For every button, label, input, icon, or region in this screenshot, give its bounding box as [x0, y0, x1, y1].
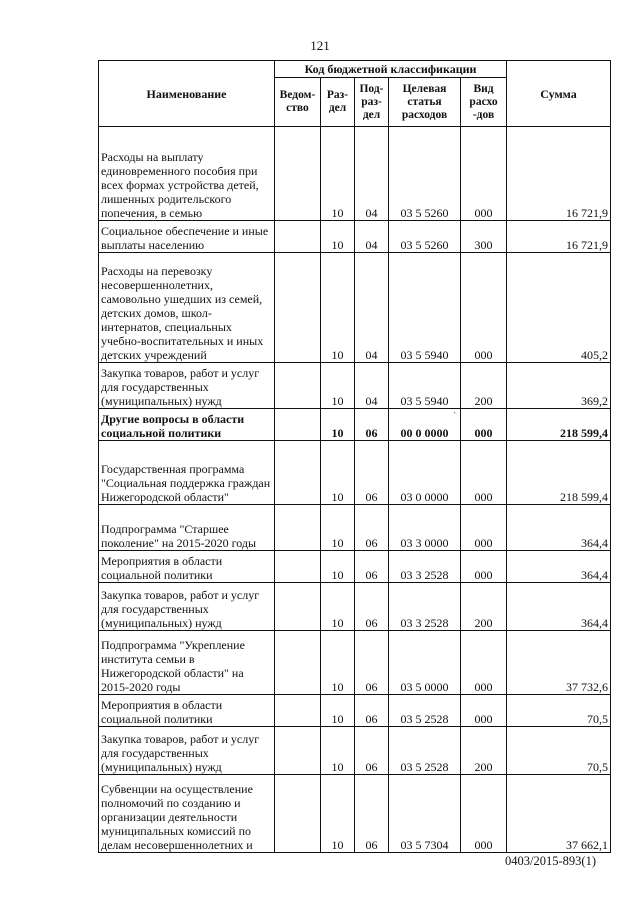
row-celevaya-statya: 03 5 0000: [389, 631, 461, 695]
row-podrazdel: 06: [355, 775, 389, 853]
row-name: Закупка товаров, работ и услуг для государственных (муниципальных) нужд: [99, 363, 275, 409]
row-razdel: 10: [321, 441, 355, 505]
header-summa: Сумма: [507, 61, 611, 127]
row-vedomstvo: [275, 253, 321, 363]
row-razdel: 10: [321, 505, 355, 551]
row-name: Мероприятия в области социальной политики: [99, 551, 275, 583]
row-celevaya-statya: 03 3 0000: [389, 505, 461, 551]
table-row: [99, 441, 611, 505]
row-vid-raskhodov: 000: [461, 127, 507, 221]
table-row: [99, 363, 611, 409]
row-summa: 70,5: [507, 727, 611, 775]
row-podrazdel: 06: [355, 631, 389, 695]
row-vedomstvo: [275, 363, 321, 409]
row-summa: 16 721,9: [507, 221, 611, 253]
row-summa: 70,5: [507, 695, 611, 727]
row-summa: 16 721,9: [507, 127, 611, 221]
row-name: Закупка товаров, работ и услуг для государственных (муниципальных) нужд: [99, 727, 275, 775]
row-vedomstvo: [275, 727, 321, 775]
row-podrazdel: 06: [355, 695, 389, 727]
row-podrazdel: 04: [355, 127, 389, 221]
row-summa: 364,4: [507, 505, 611, 551]
row-vedomstvo: [275, 441, 321, 505]
row-podrazdel: 06: [355, 505, 389, 551]
row-podrazdel: 04: [355, 363, 389, 409]
row-podrazdel: 04: [355, 253, 389, 363]
table-row: [99, 631, 611, 695]
row-summa: 405,2: [507, 253, 611, 363]
page-number: 121: [310, 38, 330, 53]
row-vedomstvo: [275, 631, 321, 695]
row-summa: 37 662,1: [507, 775, 611, 853]
row-celevaya-statya: 03 3 2528: [389, 583, 461, 631]
row-razdel: 10: [321, 551, 355, 583]
row-vid-raskhodov: 200: [461, 583, 507, 631]
row-razdel: 10: [321, 253, 355, 363]
row-name: Социальное обеспечение и иные выплаты населению: [99, 221, 275, 253]
row-name: Субвенции на осуществление полномочий по созданию и организации деятельности муниципальных комиссий по делам несовершеннолетних и: [99, 775, 275, 853]
row-podrazdel: 06: [355, 583, 389, 631]
table-body: [99, 127, 611, 853]
header-classification-group: Код бюджетной классификации: [275, 61, 507, 78]
row-vid-raskhodov: 000: [461, 775, 507, 853]
row-podrazdel: 06: [355, 441, 389, 505]
row-summa: 369,2: [507, 363, 611, 409]
row-name: Государственная программа "Социальная поддержка граждан Нижегородской области": [99, 441, 275, 505]
row-name: Подпрограмма "Старшее поколение" на 2015-2020 годы: [99, 505, 275, 551]
row-razdel: 10: [321, 583, 355, 631]
table-row: [99, 221, 611, 253]
budget-table: [98, 60, 611, 853]
row-vedomstvo: [275, 583, 321, 631]
row-vid-raskhodov: 000: [461, 505, 507, 551]
row-name: Расходы на перевозку несовершеннолетних, самовольно ушедших из семей, детских домов, школ-интернатов, специальных учебно-воспитательных и иных детских учреждений: [99, 253, 275, 363]
row-name: Другие вопросы в области социальной политики: [99, 409, 275, 441]
stray-mark: ˈ: [453, 410, 457, 422]
row-razdel: 10: [321, 631, 355, 695]
row-celevaya-statya: 03 5 5260: [389, 127, 461, 221]
row-vedomstvo: [275, 221, 321, 253]
row-podrazdel: 04: [355, 221, 389, 253]
row-summa: 218 599,4: [507, 409, 611, 441]
row-vedomstvo: [275, 505, 321, 551]
row-vid-raskhodov: 000: [461, 631, 507, 695]
row-name: Подпрограмма "Укрепление института семьи в Нижегородской области" на 2015-2020 годы: [99, 631, 275, 695]
row-razdel: 10: [321, 221, 355, 253]
row-vid-raskhodov: 200: [461, 727, 507, 775]
row-vid-raskhodov: 000: [461, 695, 507, 727]
row-summa: 37 732,6: [507, 631, 611, 695]
row-vedomstvo: [275, 127, 321, 221]
row-podrazdel: 06: [355, 727, 389, 775]
row-razdel: 10: [321, 409, 355, 441]
row-celevaya-statya: 03 5 5260: [389, 221, 461, 253]
row-name: Расходы на выплату единовременного пособия при всех формах устройства детей, лишенных родительского попечения, в семью: [99, 127, 275, 221]
row-name: Закупка товаров, работ и услуг для государственных (муниципальных) нужд: [99, 583, 275, 631]
row-celevaya-statya: 03 0 0000: [389, 441, 461, 505]
header-podrazdel: Под- раз- дел: [355, 78, 389, 127]
row-vid-raskhodov: 300: [461, 221, 507, 253]
table-row: [99, 127, 611, 221]
row-celevaya-statya: 03 5 5940: [389, 253, 461, 363]
table-row: [99, 775, 611, 853]
table-row: [99, 695, 611, 727]
row-celevaya-statya: 03 5 7304: [389, 775, 461, 853]
row-celevaya-statya: 03 3 2528: [389, 551, 461, 583]
row-vid-raskhodov: 000: [461, 253, 507, 363]
row-vedomstvo: [275, 409, 321, 441]
row-podrazdel: 06: [355, 551, 389, 583]
header-vedomstvo: Ведом- ство: [275, 78, 321, 127]
table-row: [99, 727, 611, 775]
row-razdel: 10: [321, 775, 355, 853]
row-razdel: 10: [321, 127, 355, 221]
header-razdel: Раз- дел: [321, 78, 355, 127]
row-summa: 364,4: [507, 551, 611, 583]
row-vid-raskhodov: 200: [461, 363, 507, 409]
row-razdel: 10: [321, 695, 355, 727]
row-vedomstvo: [275, 775, 321, 853]
row-celevaya-statya: 03 5 5940: [389, 363, 461, 409]
row-celevaya-statya: 00 0 0000: [389, 409, 461, 441]
row-razdel: 10: [321, 363, 355, 409]
row-vedomstvo: [275, 695, 321, 727]
row-vid-raskhodov: 000: [461, 409, 507, 441]
row-podrazdel: 06: [355, 409, 389, 441]
document-code: 0403/2015-893(1): [505, 854, 596, 868]
row-celevaya-statya: 03 5 2528: [389, 695, 461, 727]
table-row: [99, 253, 611, 363]
row-summa: 218 599,4: [507, 441, 611, 505]
header-celevaya-statya: Целевая статья расходов: [389, 78, 461, 127]
row-name: Мероприятия в области социальной политики: [99, 695, 275, 727]
row-summa: 364,4: [507, 583, 611, 631]
header-name: Наименование: [99, 61, 275, 127]
table-row: [99, 505, 611, 551]
row-vedomstvo: [275, 551, 321, 583]
header-vid-raskhodov: Вид расхо -дов: [461, 78, 507, 127]
table-row: [99, 583, 611, 631]
table-row: [99, 551, 611, 583]
row-vid-raskhodov: 000: [461, 441, 507, 505]
table-row: [99, 409, 611, 441]
row-vid-raskhodov: 000: [461, 551, 507, 583]
row-celevaya-statya: 03 5 2528: [389, 727, 461, 775]
row-razdel: 10: [321, 727, 355, 775]
